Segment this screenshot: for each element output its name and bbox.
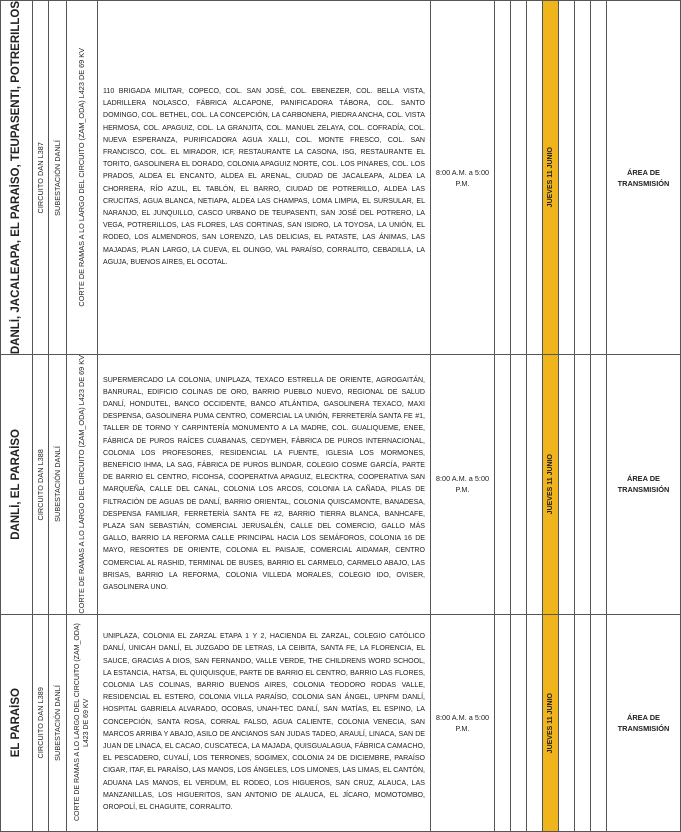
work-description: CORTE DE RAMAS A LO LARGO DEL CIRCUITO (ZAM_ODA) L423 DE 69 KV [77, 355, 87, 614]
responsible-area: ÁREA DE TRANSMISIÓN [607, 355, 681, 615]
outage-day: JUEVES 11 JUNIO [547, 147, 554, 208]
substation-cell [49, 1, 67, 355]
zone-name: DANLÍ, EL PARAÍSO [10, 429, 22, 540]
day-cell [543, 355, 559, 615]
circuit-cell [33, 355, 49, 615]
table-row [1, 355, 681, 615]
affected-places: UNIPLAZA, COLONIA EL ZARZAL ETAPA 1 Y 2, HACIENDA EL ZARZAL, COLEGIO CATÓLICO DANLÍ, UNICAH DANLÍ, EL JUZGADO DE LETRAS, LA CEIBITA, SANTA FE, LA FLORENCIA, EL SAUCE, GRACIAS A DIOS, SAN FERNANDO, VALLE VERDE, THE CHILDRENS WORD SCHOOL, LA ESTANCIA, HATSA, EL QUIQUISQUE, PARTE DE BARRIO EL CENTRO, BARRIO LAS FLORES, COLONIA LAS COLINAS, BARRIO BUENOS AIRES, COLONIA TEODORO RODAS VALLE, RESIDENCIAL EL ESTERO, COLONIA VILLA PARAÍSO, COLONIA SAN ÁNGEL, UPNFM DANLÍ, HOSPITAL GABRIELA ALVARADO, OCOBAS, UNAH-TEC DANLÍ, SAN MATÍAS, EL ESPINO, LA CONCEPCIÓN, SANTA ROSA, CORRAL FALSO, AGUA CALIENTE, COLONIA VENECIA, SAN MARCOS ARRIBA Y ABAJO, ASILO DE ANCIANOS SAN JUDAS TADEO, ARAULÍ, LINACA, SAN DE JUAN DE LINACA, EL CACAO, CUSCATECA, LA MAJADA, QUISGUALAGUA, FÁBRICA CAMACHO, EL PESCADERO, CUYALÍ, LOS TERRONES, SOGIMEX, COLONIA 24 DE DICIEMBRE, PARAÍSO CIGAR, ITAF, EL PARAÍSO, LAS MANOS, LOS ÁNGELES, LOS LIMONES, LAS LIMAS, EL CANTÓN, ADUANA LAS MANOS, EL VERDUM, EL RODEO, LOS HIGUEROS, SAN CRUZ, ALAUCA, LAS MANZANILLAS, LOS HIGUERITOS, SAN ANTONIO DE ALAUCA, EL JÍCARO, MOMOTOMBO, OROPOLÍ, EL CHAGUITE, CORRALITO. [98, 614, 431, 831]
time-range: 8:00 A.M. a 5:00 P.M. [431, 614, 495, 831]
responsible-area: ÁREA DE TRANSMISIÓN [607, 614, 681, 831]
day-cell [543, 1, 559, 355]
work-description-cell [67, 355, 98, 615]
work-description: CORTE DE RAMAS A LO LARGO DEL CIRCUITO (ZAM_ODA) L423 DE 69 KV [73, 623, 90, 822]
substation-name: SUBESTACIÓN DANLÍ [53, 684, 62, 761]
work-description-cell [67, 614, 98, 831]
zone-cell [1, 1, 33, 355]
work-description-cell [67, 1, 98, 355]
zone-cell [1, 355, 33, 615]
outage-day: JUEVES 11 JUNIO [547, 692, 554, 753]
affected-places: 110 BRIGADA MILITAR, COPECO, COL. SAN JOSÉ, COL. EBENEZER, COL. BELLA VISTA, LADRILLERA NOLASCO, FÁBRICA ALCAPONE, PANIFICADORA TÁBORA, COL. SANTO DOMINGO, COL. BETHEL, COL. LA CONCEPCIÓN, LA CARBONERA, PIEDRA ANCHA, COL. VISTA HERMOSA, COL. APAGUIZ, COL. LA GRANJITA, COL. MANUEL ZELAYA, COL. COFRADÍA, COL. NUEVA ESPERANZA, PURIFICADORA AGUA XALLI, COL. MONTE FRESCO, COL. SAN FRANCISCO, COL. EL MIRADOR, ICF, RESTAURANTE LA CASONA, ISG, RESTAURANTE EL TORITO, GASOLINERA EL DORADO, COLONIA APAGUIZ NORTE, COL. LOS PINARES, COL. LOS PRADOS, ALDEA EL ENCANTO, ALDEA EL ARENAL, CIUDAD DE JACALEAPA, ALDEA LA CHORRERA, RÍO AZUL, EL TABLÓN, EL BARRO, CIUDAD DE POTRERILLO, ALDEA LAS CRUCITAS, AGUA BLANCA, NETIAPA, ALDEA LAS CHAMPAS, LOMA LIMPIA, EL SURSULAR, EL NARANJO, EL JUNQUILLO, CASCO URBANO DE TEUPASENTI, SAN JOSÉ DEL POTRERO, LA VEGA, POTRERILLOS, LAS FLORES, LAS CORTINAS, SAN ISIDRO, LA TOYOSA, LA UNIÓN, EL RODEO, LOS ALMENDROS, SAN LORENZO, LAS DELICIAS, EL PATASTE, LAS ÁNIMAS, LAS MAJADAS, PLAN LARGO, LA CUEVA, EL OLINGO, VAL PARAÍSO, CORRALITO, CEBADILLA, LA AGUJA, BUENOS AIRES, EL OCOTAL. [98, 1, 431, 355]
substation-cell [49, 355, 67, 615]
circuit-name: CIRCUITO DAN L389 [36, 686, 45, 759]
zone-cell [1, 614, 33, 831]
circuit-name: CIRCUITO DAN L387 [36, 141, 45, 214]
zone-name: DANLÍ, JACALEAPA, EL PARAÍSO, TEUPASENTI, POTRERILLOS [10, 1, 22, 355]
table-row [1, 614, 681, 831]
circuit-cell [33, 1, 49, 355]
day-cell [543, 614, 559, 831]
affected-places: SUPERMERCADO LA COLONIA, UNIPLAZA, TEXACO ESTRELLA DE ORIENTE, AGROGAITÁN, BANRURAL, EDIFICIO COLINAS DE ORO, BARRIO PUEBLO NUEVO, REGIONAL DE SALUD DANLÍ, HONDUTEL, BANCO OCCIDENTE, BANCO ATLÁNTIDA, GASOLINERA TEXACO, MAXI DESPENSA, GASOLINERA PUMA CENTRO, COMERCIAL LA UNIÓN, FERRETERÍA SANTA FE #1, TALLER DE TORNO Y CARPINTERÍA MONUMENTO A LA MADRE, COL. GUALIQUEME, ENEE, FÁBRICA DE PUROS RAÍCES CUABANAS, CEDYMEH, FÁBRICA DE PUROS INTERNACIONAL, COLONIA LOS PROFESORES, RESIDENCIAL LA FUENTE, IGLESIA LOS MORMONES, BENEFICIO IHMA, LA SAG, FÁBRICA DE PUROS BLINDAR, COLEGIO COSME GARCÍA, PARTE DE BARRIO EL CENTRO, FICOHSA, COOPERATIVA APAGUIZ, ELECKTRA, COOPERATIVA SAN MARQUEÑA, CALLE DEL CANAL, COLONIA LOS ARCOS, COLONIA LA CAÑADA, PILAS DE FILTRACIÓN DE AGUAS DE DANLÍ, BARRIO ORIENTAL, COLONIA QUISCAMONTE, BANADESA, DESPENSA FAMILIAR, FERRETERÍA SANTA FE #2, BARRIO TIERRA BLANCA, BANHCAFE, PLAZA SAN SEBASTIÁN, COMERCIAL JERUSALÉN, CALLE DEL COMERCIO, GALLO MÁS GALLO, BARRIO LA REFORMA CALLE PRINCIPAL HACIA LOS SEMÁFOROS, COLONIA 16 DE MAYO, RESORTES DE ORIENTE, COLONIA EL PAISAJE, COMERCIAL AIDAMAR, CENTRO COMERCIAL AL RASHID, TERMINAL DE BUSES, BARRIO EL CARMELO, CARMELO ABAJO, LAS BRISAS, BARRIO LA REFORMA, COLONIA VILLEDA MORALES, COLEGIO IDO, OVISER, GASOLINERA UNO. [98, 355, 431, 615]
substation-name: SUBESTACIÓN DANLÍ [53, 446, 62, 523]
work-description: CORTE DE RAMAS A LO LARGO DEL CIRCUITO (ZAM_ODA) L423 DE 69 KV [77, 48, 87, 307]
circuit-name: CIRCUITO DAN L388 [36, 448, 45, 521]
responsible-area: ÁREA DE TRANSMISIÓN [607, 1, 681, 355]
outage-day: JUEVES 11 JUNIO [547, 454, 554, 515]
circuit-cell [33, 614, 49, 831]
substation-name: SUBESTACIÓN DANLÍ [53, 139, 62, 216]
table-row [1, 1, 681, 355]
time-range: 8:00 A.M. a 5:00 P.M. [431, 355, 495, 615]
zone-name: EL PARAÍSO [10, 688, 22, 758]
time-range: 8:00 A.M. a 5:00 P.M. [431, 1, 495, 355]
substation-cell [49, 614, 67, 831]
